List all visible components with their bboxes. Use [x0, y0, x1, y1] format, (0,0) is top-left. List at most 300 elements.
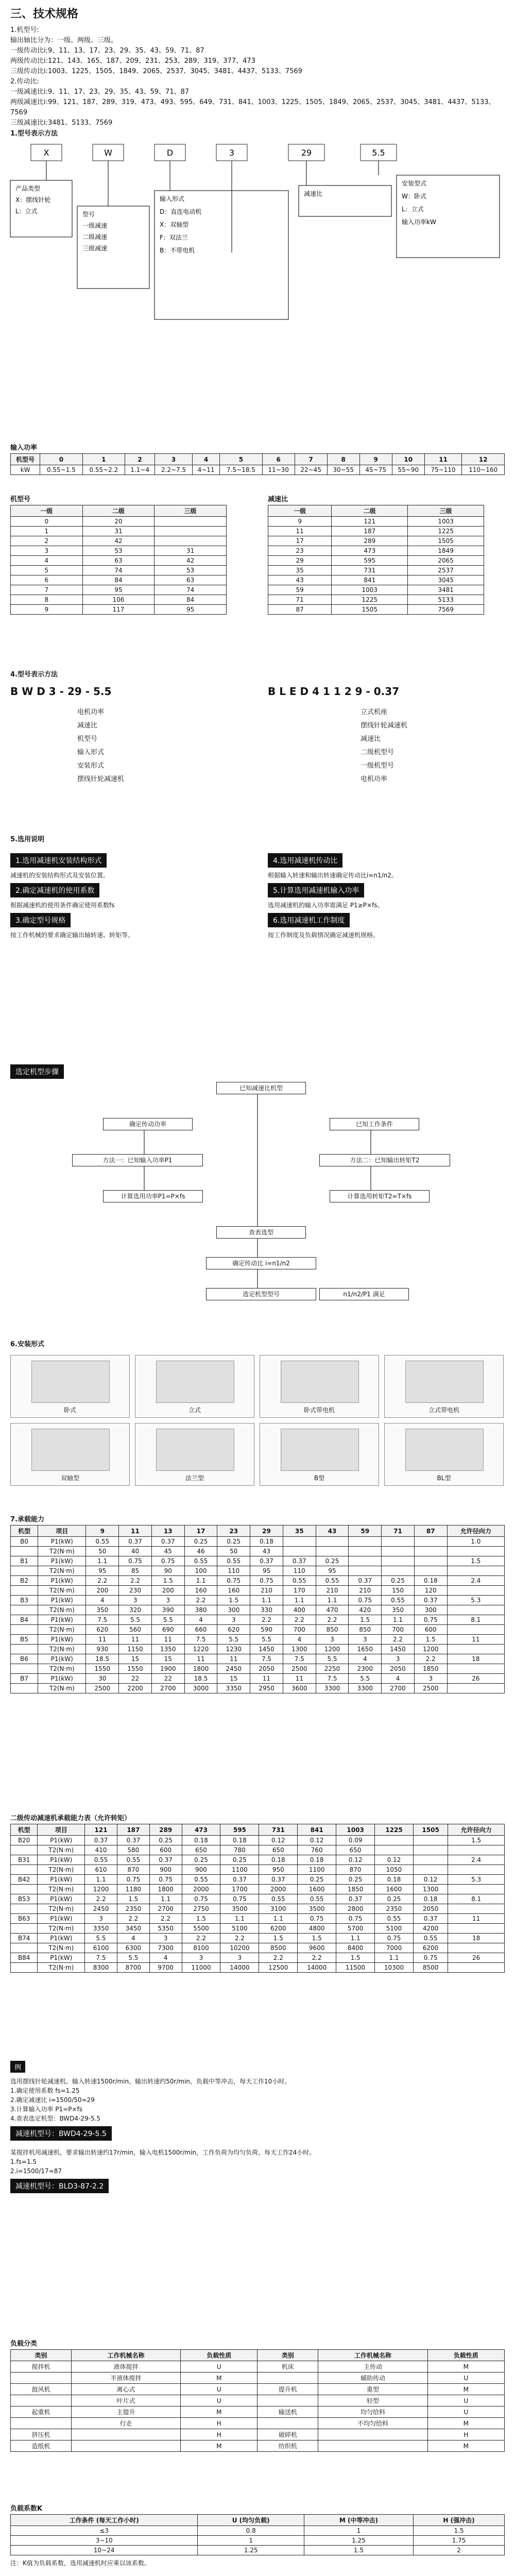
- svg-text:型号: 型号: [82, 211, 95, 218]
- table-header: 允许径向力: [447, 1526, 504, 1537]
- install-label: 卧式: [63, 1406, 76, 1414]
- table-cell: T2(N·m): [38, 1566, 86, 1576]
- table-cell: 2.2: [86, 1576, 119, 1586]
- table-cell: 8: [11, 595, 83, 605]
- service-factor-note: 注：K值为负载系数，选用减速机时应乘以该系数。: [10, 2560, 150, 2567]
- table-cell: P1(kW): [38, 1875, 85, 1885]
- table-header: 二级: [332, 505, 408, 517]
- table-cell: 1450: [250, 1645, 283, 1654]
- table-cell: 1.5: [304, 2546, 413, 2555]
- svg-text:B：不带电机: B：不带电机: [160, 247, 195, 254]
- table-cell: M: [427, 2441, 504, 2452]
- table-cell: 2700: [382, 1684, 415, 1693]
- table-cell: [154, 517, 227, 527]
- table-header: 473: [182, 1824, 220, 1836]
- table-cell: 289: [332, 536, 408, 546]
- table-cell: 1450: [382, 1645, 415, 1654]
- table-cell: 1.75: [413, 2536, 504, 2546]
- table-cell: 650: [336, 1845, 375, 1855]
- spec-line: 一级传动比i:9、11、13、17、23、29、35、43、59、71、87: [10, 47, 204, 55]
- table-cell: 660: [184, 1625, 217, 1635]
- table-cell: B20: [11, 1836, 38, 1845]
- table-cell: 1: [11, 527, 83, 536]
- table-cell: 机床: [258, 2361, 318, 2372]
- table-cell: 10~24: [11, 2546, 198, 2555]
- table-cell: 2.2: [259, 1953, 298, 1963]
- install-illustration: [31, 1429, 110, 1471]
- table-cell: 45: [151, 1547, 184, 1556]
- table-cell: 5.5: [316, 1654, 349, 1664]
- table-cell: 主传动: [318, 2361, 427, 2372]
- table-cell: [414, 1556, 447, 1566]
- table-cell: 1650: [349, 1645, 382, 1654]
- table-cell: 0.55: [375, 1914, 414, 1924]
- table-cell: 95: [86, 1566, 119, 1576]
- table-header: 595: [220, 1824, 259, 1836]
- table-cell: 18: [448, 1934, 505, 1943]
- table-cell: 0.37: [283, 1556, 316, 1566]
- table-cell: 560: [119, 1625, 152, 1635]
- table-cell: 6200: [259, 1924, 298, 1934]
- table-cell: 841: [332, 575, 408, 585]
- selection-section: 5.选用说明 1.选用减速机安装结构形式 减速机的安装结构形式及安装位置。 2.确定减速机的使用系数 根据减速机的使用条件确定使用系数fs 3.确定型号规格 按工作机械的要求确定输出轴转速、转矩等。 4.选用减速机传动比 根据输入转速和输出转速确定传动比i=n1/n2。 5.计算选用减速机输入功率 选用减速机的输入功率需满足 P1≥P×fs。 6.选用减速机工作制度 按工作制度及负载情况确定减速机规格。: [0, 835, 515, 1051]
- table-cell: 0.75: [414, 1615, 447, 1625]
- table-cell: 5700: [336, 1924, 375, 1934]
- table-cell: 1200: [414, 1645, 447, 1654]
- table-cell: 210: [250, 1586, 283, 1596]
- table-header: 87: [414, 1526, 447, 1537]
- table-cell: 15: [217, 1674, 250, 1684]
- table-row: [268, 536, 484, 546]
- table-cell: 5.5: [217, 1635, 250, 1645]
- table-cell: 5500: [182, 1924, 220, 1934]
- table-cell: 30: [86, 1674, 119, 1684]
- table-cell: [11, 1645, 38, 1654]
- table-cell: 2.2: [298, 1953, 336, 1963]
- table-cell: [414, 1547, 447, 1556]
- table-cell: P1(kW): [38, 1596, 86, 1605]
- type-title: 1.型号表示方法: [10, 130, 58, 138]
- table-cell: 3: [119, 1596, 152, 1605]
- table-cell: M: [427, 2384, 504, 2395]
- table-cell: [11, 1586, 38, 1596]
- table-cell: 4: [382, 1674, 415, 1684]
- model-table-title: 机型号: [10, 496, 31, 503]
- table-cell: 75~110: [424, 465, 462, 475]
- table-cell: 鼓风机: [11, 2384, 72, 2395]
- table-cell: 5.5: [85, 1934, 117, 1943]
- table-cell: 2.2~7.5: [155, 465, 193, 475]
- table-cell: 纺织机: [258, 2441, 318, 2452]
- table-cell: 5.5: [151, 1615, 184, 1625]
- table-cell: 1.5: [448, 1836, 505, 1845]
- table-cell: 1.5: [336, 1953, 375, 1963]
- table-cell: B4: [11, 1615, 38, 1625]
- table-cell: 580: [117, 1845, 149, 1855]
- table-cell: 200: [86, 1586, 119, 1596]
- table-cell: 473: [332, 546, 408, 556]
- install-illustration: [405, 1361, 484, 1403]
- table-header: 1225: [375, 1824, 414, 1836]
- new-model-title: 4.型号表示方法: [10, 671, 58, 679]
- table-cell: 2500: [86, 1684, 119, 1693]
- table-cell: [71, 2441, 180, 2452]
- table-row: [11, 1855, 505, 1865]
- table-cell: 0.37: [336, 1894, 375, 1904]
- table-cell: [11, 1845, 38, 1855]
- table-cell: 330: [250, 1605, 283, 1615]
- table-cell: 0.12: [336, 1855, 375, 1865]
- table-row: [11, 2526, 505, 2536]
- table-cell: 11: [268, 527, 332, 536]
- table-cell: 620: [86, 1625, 119, 1635]
- table-cell: 0.75: [119, 1556, 152, 1566]
- model-table: [10, 505, 227, 615]
- table-cell: 900: [182, 1865, 220, 1875]
- table-cell: 0.55: [85, 1855, 117, 1865]
- table-cell: 50: [217, 1547, 250, 1556]
- table-row: [11, 575, 227, 585]
- perf-title: 7.承载能力: [10, 1516, 44, 1523]
- table-cell: M: [181, 2406, 258, 2418]
- table-row: [268, 566, 484, 575]
- table-cell: 8700: [117, 1963, 149, 1973]
- table-cell: 84: [154, 595, 227, 605]
- install-label: 法兰型: [185, 1475, 204, 1482]
- table-cell: 45~75: [359, 465, 392, 475]
- table-cell: 0.75: [298, 1914, 336, 1924]
- table-cell: 2050: [382, 1664, 415, 1674]
- table-cell: 9: [11, 605, 83, 615]
- table-cell: 0.25: [382, 1576, 415, 1586]
- table-cell: 8400: [336, 1943, 375, 1953]
- table-cell: 3: [316, 1635, 349, 1645]
- table-cell: 1200: [85, 1885, 117, 1894]
- table-cell: P1(kW): [38, 1914, 85, 1924]
- install-card: [384, 1423, 504, 1486]
- table-cell: 0.75: [149, 1875, 182, 1885]
- table-row: [11, 1537, 505, 1547]
- table-header: 5: [220, 454, 262, 465]
- table-cell: 1.5: [349, 1615, 382, 1625]
- table-cell: 主提升: [71, 2406, 180, 2418]
- table-cell: 31: [154, 546, 227, 556]
- table-cell: 0.12: [413, 1875, 448, 1885]
- table-header: 121: [85, 1824, 117, 1836]
- table-cell: 59: [268, 585, 332, 595]
- table-cell: [414, 1537, 447, 1547]
- table-header: 23: [217, 1526, 250, 1537]
- table-cell: B42: [11, 1875, 38, 1885]
- table-cell: 0.37: [220, 1875, 259, 1885]
- table-cell: 300: [217, 1605, 250, 1615]
- table-cell: 1200: [316, 1645, 349, 1654]
- table-cell: 3: [220, 1953, 259, 1963]
- table-cell: 0.25: [336, 1875, 375, 1885]
- table-cell: 2065: [408, 556, 484, 566]
- table-cell: 187: [332, 527, 408, 536]
- table-cell: 117: [82, 605, 154, 615]
- table-cell: 106: [82, 595, 154, 605]
- flow-arrows: [0, 1061, 515, 1329]
- table-cell: 1.5: [151, 1576, 184, 1586]
- table-header: 2: [125, 454, 155, 465]
- table-cell: 2.2: [250, 1615, 283, 1625]
- table-header: 机型: [11, 1824, 38, 1836]
- table-header: 71: [382, 1526, 415, 1537]
- table-cell: [11, 1605, 38, 1615]
- table-cell: 55~90: [392, 465, 424, 475]
- table-row: [11, 1556, 505, 1566]
- install-illustration: [156, 1429, 234, 1471]
- table-cell: 3100: [259, 1904, 298, 1914]
- perf2-title: 二级传动减速机承载能力表（允许转矩）: [10, 1815, 131, 1822]
- table-cell: 7.5: [86, 1615, 119, 1625]
- install-label: 卧式带电机: [303, 1406, 335, 1414]
- table-row: [268, 517, 484, 527]
- table-cell: 90: [151, 1566, 184, 1576]
- table-cell: 3: [382, 1654, 415, 1664]
- install-label: 立式: [188, 1406, 201, 1414]
- table-cell: T2(N·m): [38, 1664, 86, 1674]
- input-power-table: [10, 453, 505, 475]
- table-cell: 起重机: [11, 2406, 72, 2418]
- spec-line: 三级减速比i:3481、5133、7569: [10, 119, 113, 127]
- table-cell: 2450: [217, 1664, 250, 1674]
- svg-text:D：直连电动机: D：直连电动机: [160, 208, 202, 215]
- table-cell: 3481: [408, 585, 484, 595]
- table-cell: 1.1: [375, 1953, 414, 1963]
- table-cell: 10200: [220, 1943, 259, 1953]
- table-cell: 53: [154, 566, 227, 575]
- table-cell: T2(N·m): [38, 1924, 85, 1934]
- table-cell: [447, 1625, 504, 1635]
- table-cell: [11, 1963, 38, 1973]
- table-row: [11, 1586, 505, 1596]
- table-cell: 1.1: [250, 1596, 283, 1605]
- table-cell: 2.2: [119, 1576, 152, 1586]
- table-cell: 2250: [316, 1664, 349, 1674]
- install-label: 立式带电机: [428, 1406, 459, 1414]
- table-cell: 3450: [117, 1924, 149, 1934]
- table-cell: 搅拌机: [11, 2361, 72, 2372]
- table-row: [11, 1596, 505, 1605]
- table-cell: 8500: [413, 1963, 448, 1973]
- table-cell: 11000: [182, 1963, 220, 1973]
- code-text: 3: [229, 148, 235, 158]
- table-header: 0: [40, 454, 82, 465]
- table-cell: 22: [151, 1674, 184, 1684]
- table-cell: [448, 1924, 505, 1934]
- table-cell: 0.55: [283, 1576, 316, 1586]
- table-cell: 11: [151, 1635, 184, 1645]
- table-cell: 3: [182, 1953, 220, 1963]
- table-row: [11, 1645, 505, 1654]
- table-row: [11, 2418, 505, 2429]
- table-header: 允许径向力: [448, 1824, 505, 1836]
- table-cell: [448, 1904, 505, 1914]
- table-cell: 11: [119, 1635, 152, 1645]
- table-cell: 210: [349, 1586, 382, 1596]
- table-cell: 1: [304, 2526, 413, 2536]
- table-cell: T2(N·m): [38, 1845, 85, 1855]
- install-card: [10, 1423, 130, 1486]
- table-cell: 2050: [413, 1904, 448, 1914]
- table-cell: 0.55: [382, 1596, 415, 1605]
- table-cell: 4200: [413, 1924, 448, 1934]
- example2-lines: 某搅拌机用减速机，要求输出转速约17r/min，输入电机1500r/min，工作负荷为均匀负荷，每天工作24小时。 1.fs=1.5 2.i=1500/17≈87: [10, 2149, 316, 2175]
- svg-text:三级减速: 三级减速: [82, 245, 108, 252]
- table-cell: 7.5: [316, 1674, 349, 1684]
- table-cell: 2: [413, 2546, 504, 2555]
- table-cell: 170: [283, 1586, 316, 1596]
- table-cell: 22~45: [295, 465, 327, 475]
- table-cell: 0.55: [316, 1576, 349, 1586]
- table-cell: [283, 1547, 316, 1556]
- table-cell: [448, 1865, 505, 1875]
- table-cell: T2(N·m): [38, 1586, 86, 1596]
- table-cell: 1550: [86, 1664, 119, 1674]
- table-cell: 11: [283, 1674, 316, 1684]
- svg-text:L：立式: L：立式: [15, 208, 38, 215]
- table-cell: 95: [154, 605, 227, 615]
- table-cell: 1505: [408, 536, 484, 546]
- table-cell: P1(kW): [38, 1576, 86, 1586]
- table-cell: 2.2: [220, 1934, 259, 1943]
- table-cell: 2350: [117, 1904, 149, 1914]
- table-cell: 1.5: [414, 1635, 447, 1645]
- table-cell: 0.55: [217, 1556, 250, 1566]
- table-row: [11, 517, 227, 527]
- install-label: BL型: [437, 1475, 451, 1482]
- table-cell: 输送机: [258, 2406, 318, 2418]
- table-cell: 叶片式: [71, 2395, 180, 2406]
- table-header: 1: [82, 454, 125, 465]
- table-cell: 1.1: [336, 1934, 375, 1943]
- table-cell: 5.5: [119, 1615, 152, 1625]
- table-cell: 4: [184, 1615, 217, 1625]
- table-cell: 2.2: [149, 1914, 182, 1924]
- table-cell: 0.75: [220, 1894, 259, 1904]
- left-model-labels: 电机功率 减速比 机型号 输入形式 安装形式 摆线针轮减速机: [77, 708, 125, 783]
- table-cell: [11, 1684, 38, 1693]
- service-factor-title: 负载系数K: [10, 2505, 43, 2513]
- table-cell: H: [181, 2418, 258, 2429]
- table-header: 6: [262, 454, 295, 465]
- table-cell: [447, 1645, 504, 1654]
- table-row: [11, 1576, 505, 1586]
- table-row: [11, 546, 227, 556]
- table-row: [11, 527, 227, 536]
- table-cell: 0.18: [182, 1836, 220, 1845]
- table-cell: 95: [316, 1566, 349, 1576]
- table-cell: 1220: [184, 1645, 217, 1654]
- table-cell: 0.37: [85, 1836, 117, 1845]
- table-row: [268, 546, 484, 556]
- table-row: [11, 585, 227, 595]
- table-cell: 600: [414, 1625, 447, 1635]
- table-cell: 380: [184, 1605, 217, 1615]
- table-cell: 破碎机: [258, 2429, 318, 2441]
- table-cell: 3500: [298, 1904, 336, 1914]
- table-cell: 0.75: [217, 1576, 250, 1586]
- table-header: 类别: [258, 2350, 318, 2361]
- table-cell: 850: [349, 1625, 382, 1635]
- table-cell: 5133: [408, 595, 484, 605]
- perf2-table: [10, 1824, 505, 1973]
- table-cell: 7.5: [85, 1953, 117, 1963]
- spec-line: 1.机型号:: [10, 26, 39, 34]
- table-header: 机型: [11, 1526, 38, 1537]
- table-cell: 0.12: [298, 1836, 336, 1845]
- table-cell: 2.4: [448, 1855, 505, 1865]
- table-cell: 3600: [283, 1684, 316, 1693]
- table-cell: 0.37: [413, 1914, 448, 1924]
- perf-table: [10, 1525, 505, 1693]
- table-cell: T2(N·m): [38, 1904, 85, 1914]
- table-cell: 2: [11, 536, 83, 546]
- table-cell: [11, 1904, 38, 1914]
- code-text: D: [166, 148, 174, 158]
- table-cell: 0.55: [86, 1537, 119, 1547]
- table-cell: [448, 1885, 505, 1894]
- table-cell: 18: [447, 1654, 504, 1664]
- table-row: [11, 2361, 505, 2372]
- table-row: [11, 1914, 505, 1924]
- table-row: [11, 2372, 505, 2384]
- table-cell: U: [181, 2384, 258, 2395]
- table-cell: 2.2: [382, 1635, 415, 1645]
- table-cell: 1.25: [198, 2546, 304, 2555]
- table-header: 类别: [11, 2350, 72, 2361]
- table-header: 三级: [154, 505, 227, 517]
- right-model-labels: 立式机座 摆线针轮减速机 减速比 二级机型号 一级机型号 电机功率: [360, 708, 408, 783]
- table-cell: 0.75: [117, 1875, 149, 1885]
- table-cell: [11, 1547, 38, 1556]
- table-cell: 0.75: [182, 1894, 220, 1904]
- table-cell: 11: [448, 1914, 505, 1924]
- table-cell: 3000: [184, 1684, 217, 1693]
- table-cell: 121: [332, 517, 408, 527]
- right-model-code: B L E D 4 1 1 2 9 - 0.37: [268, 685, 400, 698]
- table-cell: P1(kW): [38, 1953, 85, 1963]
- table-cell: 43: [250, 1547, 283, 1556]
- table-cell: [447, 1586, 504, 1596]
- table-cell: 26: [448, 1953, 505, 1963]
- table-cell: 2450: [85, 1904, 117, 1914]
- type-diagram: [0, 139, 515, 428]
- table-cell: 3045: [408, 575, 484, 585]
- table-cell: [11, 1885, 38, 1894]
- table-cell: 595: [332, 556, 408, 566]
- table-cell: 9: [268, 517, 332, 527]
- table-cell: 3300: [349, 1684, 382, 1693]
- table-cell: 5100: [375, 1924, 414, 1934]
- table-cell: [258, 2395, 318, 2406]
- table-cell: 5.5: [349, 1674, 382, 1684]
- table-cell: 4800: [298, 1924, 336, 1934]
- svg-text:L：立式: L：立式: [402, 206, 424, 213]
- table-row: [11, 2406, 505, 2418]
- table-cell: 40: [119, 1547, 152, 1556]
- table-cell: 690: [151, 1625, 184, 1635]
- table-cell: M: [427, 2418, 504, 2429]
- table-cell: 8.1: [447, 1615, 504, 1625]
- table-cell: 5100: [220, 1924, 259, 1934]
- table-cell: [71, 2429, 180, 2441]
- table-header: 17: [184, 1526, 217, 1537]
- table-cell: 2000: [182, 1885, 220, 1894]
